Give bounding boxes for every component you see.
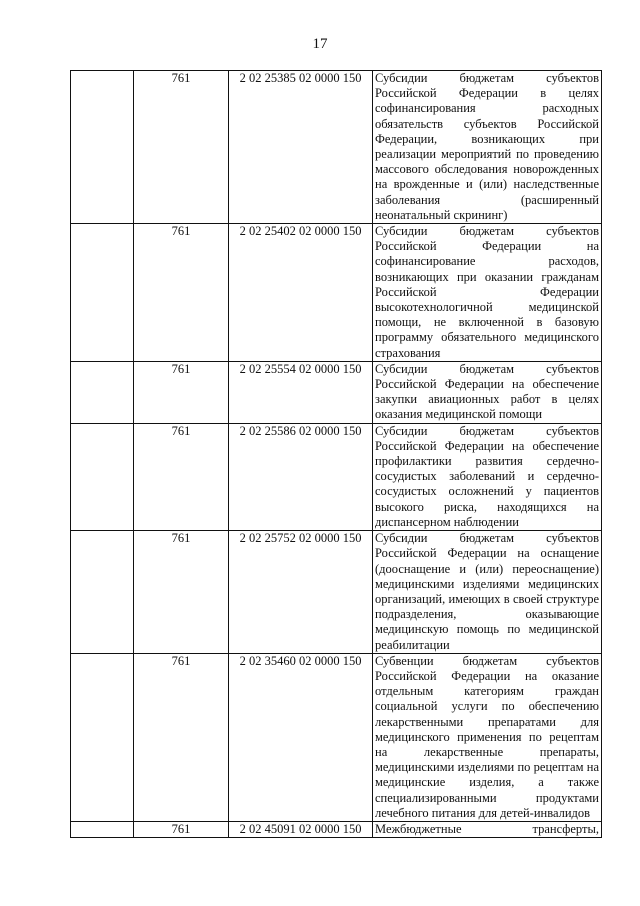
revenue-name-cell: Субсидии бюджетам субъектов Российской Федерации на обеспечение закупки авиационных работ в целях оказания медицинской помощи [373,361,602,423]
blank-cell [71,531,134,654]
blank-cell [71,423,134,530]
budget-code-cell: 2 02 35460 02 0000 150 [229,653,373,821]
revenue-name-cell: Межбюджетные трансферты, [373,821,602,837]
table-row [71,653,602,821]
budget-code-cell: 2 02 45091 02 0000 150 [229,821,373,837]
budget-code-cell: 2 02 25586 02 0000 150 [229,423,373,530]
revenue-name-cell: Субсидии бюджетам субъектов Российской Федерации на обеспечение профилактики развития сердечно-сосудистых заболеваний и сердечно-сосудистых осложнений у пациентов высокого риска, находящихся на диспансерном наблюдении [373,423,602,530]
administrator-code-cell: 761 [134,361,229,423]
administrator-code-cell: 761 [134,531,229,654]
budget-code-cell: 2 02 25554 02 0000 150 [229,361,373,423]
blank-cell [71,821,134,837]
administrator-code-cell: 761 [134,653,229,821]
blank-cell [71,361,134,423]
blank-cell [71,224,134,362]
blank-cell [71,653,134,821]
revenue-name-cell: Субсидии бюджетам субъектов Российской Федерации на софинансирование расходов, возникающих при оказании гражданам Российской Федерации высокотехнологичной медицинской помощи, не включенной в базовую программу обязательного медицинского страхования [373,224,602,362]
table-row [71,71,602,224]
table-row [71,423,602,530]
administrator-code-cell: 761 [134,423,229,530]
administrator-code-cell: 761 [134,821,229,837]
revenue-name-cell: Субсидии бюджетам субъектов Российской Федерации в целях софинансирования расходных обязательств субъектов Российской Федерации, возникающих при реализации мероприятий по проведению массового обследования новорожденных на врожденные и (или) наследственные заболевания (расширенный неонатальный скрининг) [373,71,602,224]
blank-cell [71,71,134,224]
budget-code-cell: 2 02 25402 02 0000 150 [229,224,373,362]
revenue-name-cell: Субвенции бюджетам субъектов Российской Федерации на оказание отдельным категориям граждан социальной услуги по обеспечению лекарственными препаратами для медицинского применения по рецептам на лекарственные препараты, медицинскими изделиями по рецептам на медицинские изделия, а также специализированными продуктами лечебного питания для детей-инвалидов [373,653,602,821]
budget-classification-table [70,70,602,838]
administrator-code-cell: 761 [134,71,229,224]
table-row [71,531,602,654]
table-row [71,821,602,837]
table-row [71,224,602,362]
page-number: 17 [312,36,328,52]
budget-code-cell: 2 02 25385 02 0000 150 [229,71,373,224]
budget-code-cell: 2 02 25752 02 0000 150 [229,531,373,654]
administrator-code-cell: 761 [134,224,229,362]
revenue-name-cell: Субсидии бюджетам субъектов Российской Федерации на оснащение (дооснащение и (или) переоснащение) медицинскими изделиями медицинских организаций, имеющих в своей структуре подразделения, оказывающие медицинскую помощь по медицинской реабилитации [373,531,602,654]
table-row [71,361,602,423]
